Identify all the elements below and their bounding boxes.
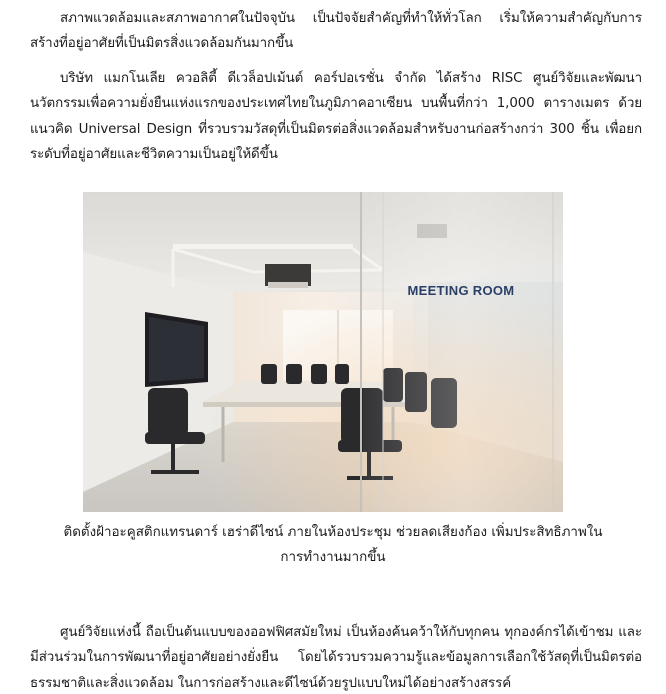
meeting-room-photo — [83, 192, 563, 512]
company-paragraph: บริษัท แมกโนเลีย ควอลิตี้ ดีเวล็อปเม้นต์ คอร์ปอเรชั่น จำกัด ได้สร้าง RISC ศูนย์วิจัยและพัฒนานวัตกรรมเพื่อความยั่งยืนแห่งแรกของประเทศไทยในภูมิภาคอาเซียน บนพื้นที่กว่า 1,000 ตารางเมตร ด้วยแนวคิด Universal Design ที่รวบรวมวัสดุที่เป็นมิตรต่อสิ่งแวดล้อมสำหรับงานก่อสร้างกว่า 300 ชิ้น เพื่อยกระดับที่อยู่อาศัยและชีวิตความเป็นอยู่ให้ดีขึ้น — [30, 71, 642, 162]
intro-paragraph: สภาพแวดล้อมและสภาพอากาศในปัจจุบัน เป็นปัจจัยสำคัญที่ทำให้ทั่วโลก เริ่มให้ความสำคัญกับการสร้างที่อยู่อาศัยที่เป็นมิตรสิ่งแวดล้อมกันมากขึ้น — [30, 11, 642, 52]
meeting-room-sign: MEETING ROOM — [407, 283, 515, 298]
research-center-paragraph: ศูนย์วิจัยแห่งนี้ ถือเป็นต้นแบบของออฟฟิศสมัยใหม่ เป็นห้องค้นคว้าให้กับทุกคน ทุกองค์กรได้เข้าชม และมีส่วนร่วมในการพัฒนาที่อยู่อาศัยอย่างยั่งยืน โดยได้รวบรวมความรู้และข้อมูลการเลือกใช้วัสดุที่เป็นมิตรต่อธรรมชาติและสิ่งแวดล้อม ในการก่อสร้างและดีไซน์ด้วยรูปแบบใหม่ได้อย่างสร้างสรรค์ — [30, 625, 642, 691]
photo-caption: ติดตั้งฝ้าอะคูสติกแทรนดาร์ เฮร่าดีไซน์ ภายในห้องประชุม ช่วยลดเสียงก้อง เพิ่มประสิทธิภาพในการทำงานมากขึ้น — [63, 525, 603, 565]
